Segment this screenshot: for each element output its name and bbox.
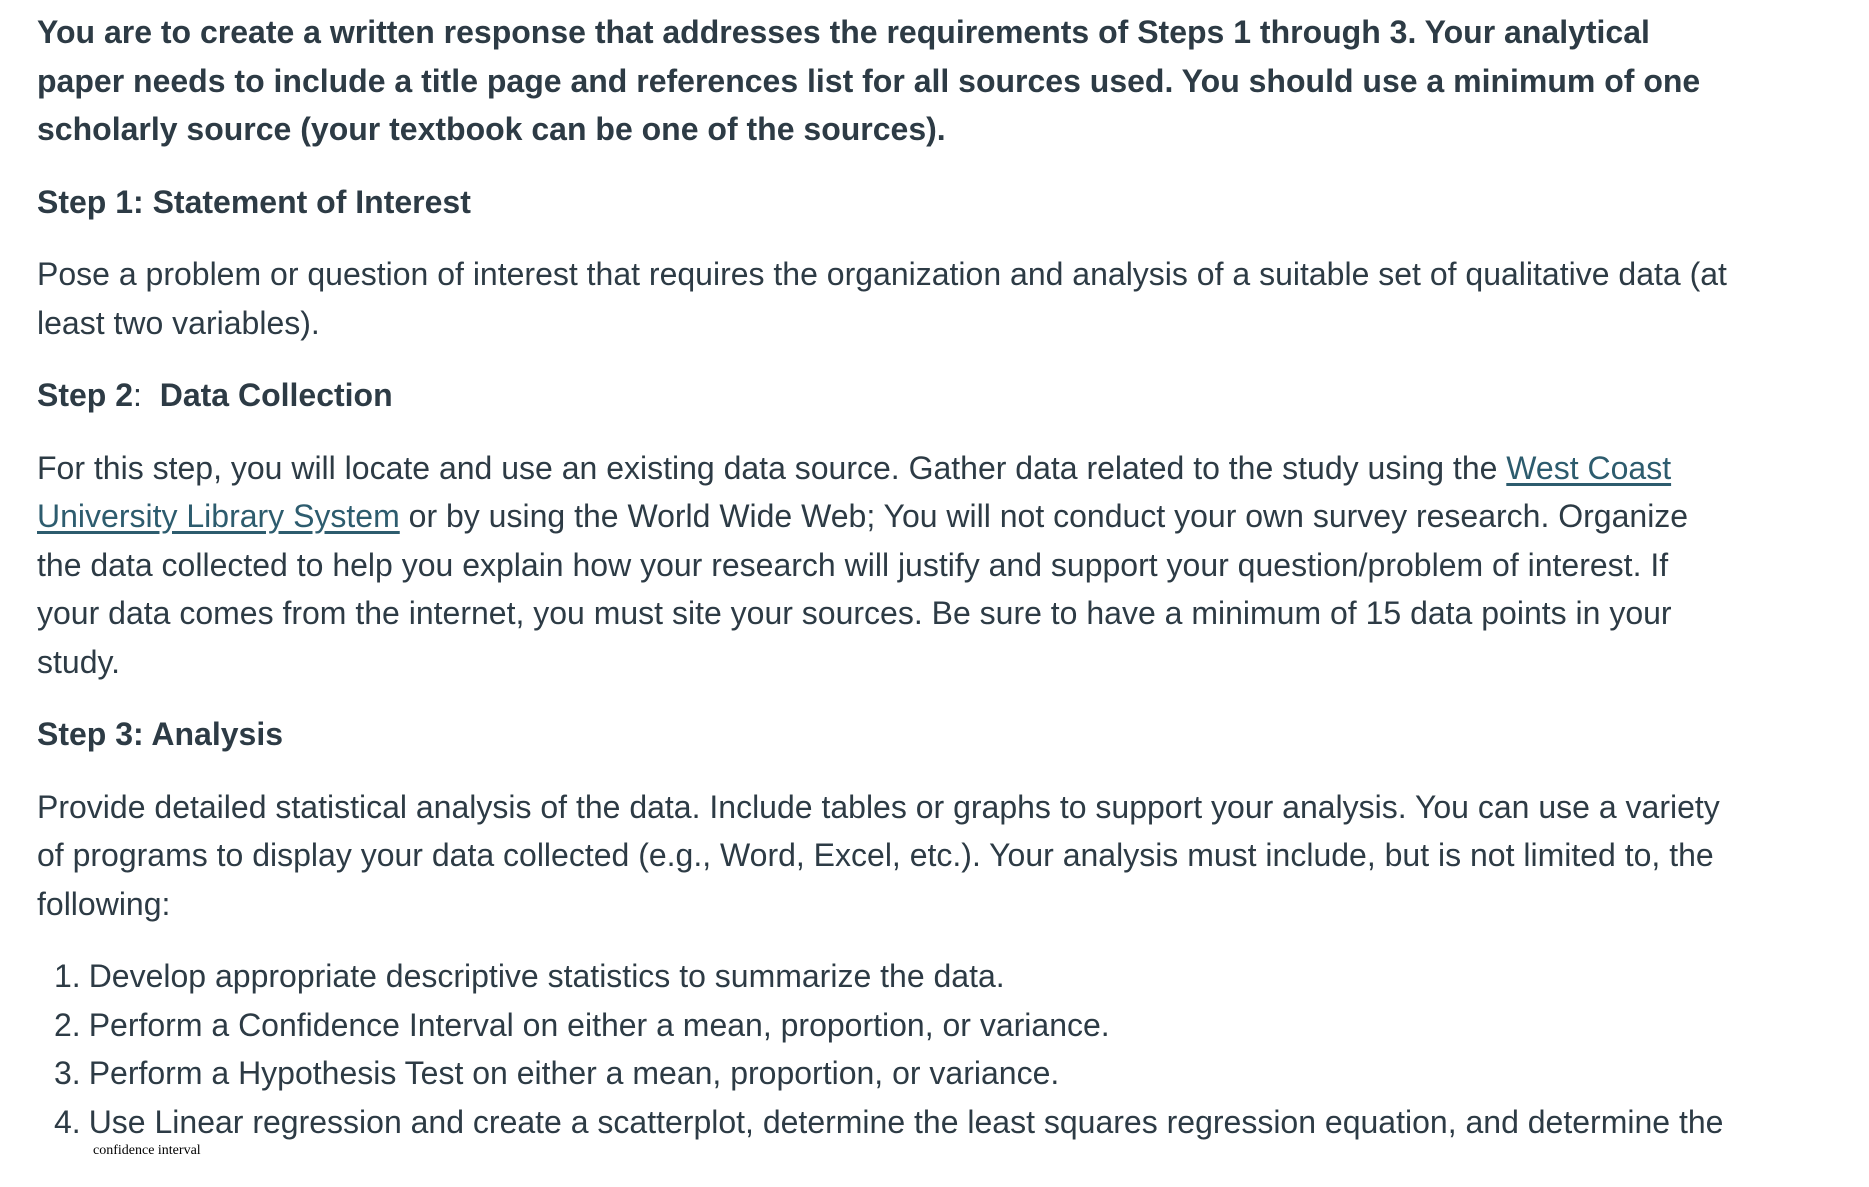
list-item xyxy=(37,1049,1737,1098)
step2-heading-title: Data Collection xyxy=(141,377,393,413)
intro-paragraph: You are to create a written response that addresses the requirements of Steps 1 through 3. Your analytical paper needs to include a title page and references list for all sources used. You should use a minimum of one scholarly source (your textbook can be one of the sources). xyxy=(37,14,1701,147)
content-cutoff-mask xyxy=(0,1160,1869,1187)
glossary-tooltip: confidence interval xyxy=(93,1143,201,1158)
step1-heading: Step 1: Statement of Interest xyxy=(37,183,471,220)
step2-body xyxy=(37,444,1737,687)
list-item xyxy=(37,1098,1737,1147)
list-item-number: 4. xyxy=(54,1103,81,1140)
step3-body: Provide detailed statistical analysis of the data. Include tables or graphs to support your analysis. You can use a variety of programs to display your data collected (e.g., Word, Excel, etc.). Your analysis must include, but is not limited to, the following: xyxy=(37,788,1720,922)
step3-heading: Step 3: Analysis xyxy=(37,716,284,752)
step2-body-before-link: For this step, you will locate and use an existing data source. Gather data related to the study using the xyxy=(37,449,1507,486)
list-item-text: Develop appropriate descriptive statistics to summarize the data. xyxy=(88,958,1005,994)
step2-heading xyxy=(37,371,1737,420)
step2-heading-label: Step 2 xyxy=(37,377,134,413)
list-item-number: 2. xyxy=(54,1006,81,1043)
list-item-text: Use Linear regression and create a scatterplot, determine the least squares regression equation, and determine the xyxy=(88,1103,1724,1140)
list-item-number: 1. xyxy=(54,958,81,994)
assignment-content xyxy=(37,8,1737,1146)
list-item-text: Perform a Hypothesis Test on either a mean, proportion, or variance. xyxy=(88,1055,1060,1091)
step2-body-after-link: or by using the World Wide Web; You will not conduct your own survey research. Organize the data collected to help you explain how your research will justify and support your question/problem of interest. If your data comes from the internet, you must site your sources. Be sure to have a minimum of 15 data points in your study. xyxy=(37,498,1689,680)
list-item xyxy=(37,952,1737,1001)
library-system-link[interactable]: West Coast University Library System xyxy=(37,449,1672,534)
list-item xyxy=(37,1001,1737,1050)
step2-heading-colon: : xyxy=(133,377,142,413)
list-item-number: 3. xyxy=(54,1055,81,1091)
list-item-text: Perform a Confidence Interval on either a mean, proportion, or variance. xyxy=(88,1006,1110,1043)
analysis-task-list xyxy=(37,952,1737,1146)
step1-body: Pose a problem or question of interest that requires the organization and analysis of a suitable set of qualitative data (at least two variables). xyxy=(37,256,1727,341)
